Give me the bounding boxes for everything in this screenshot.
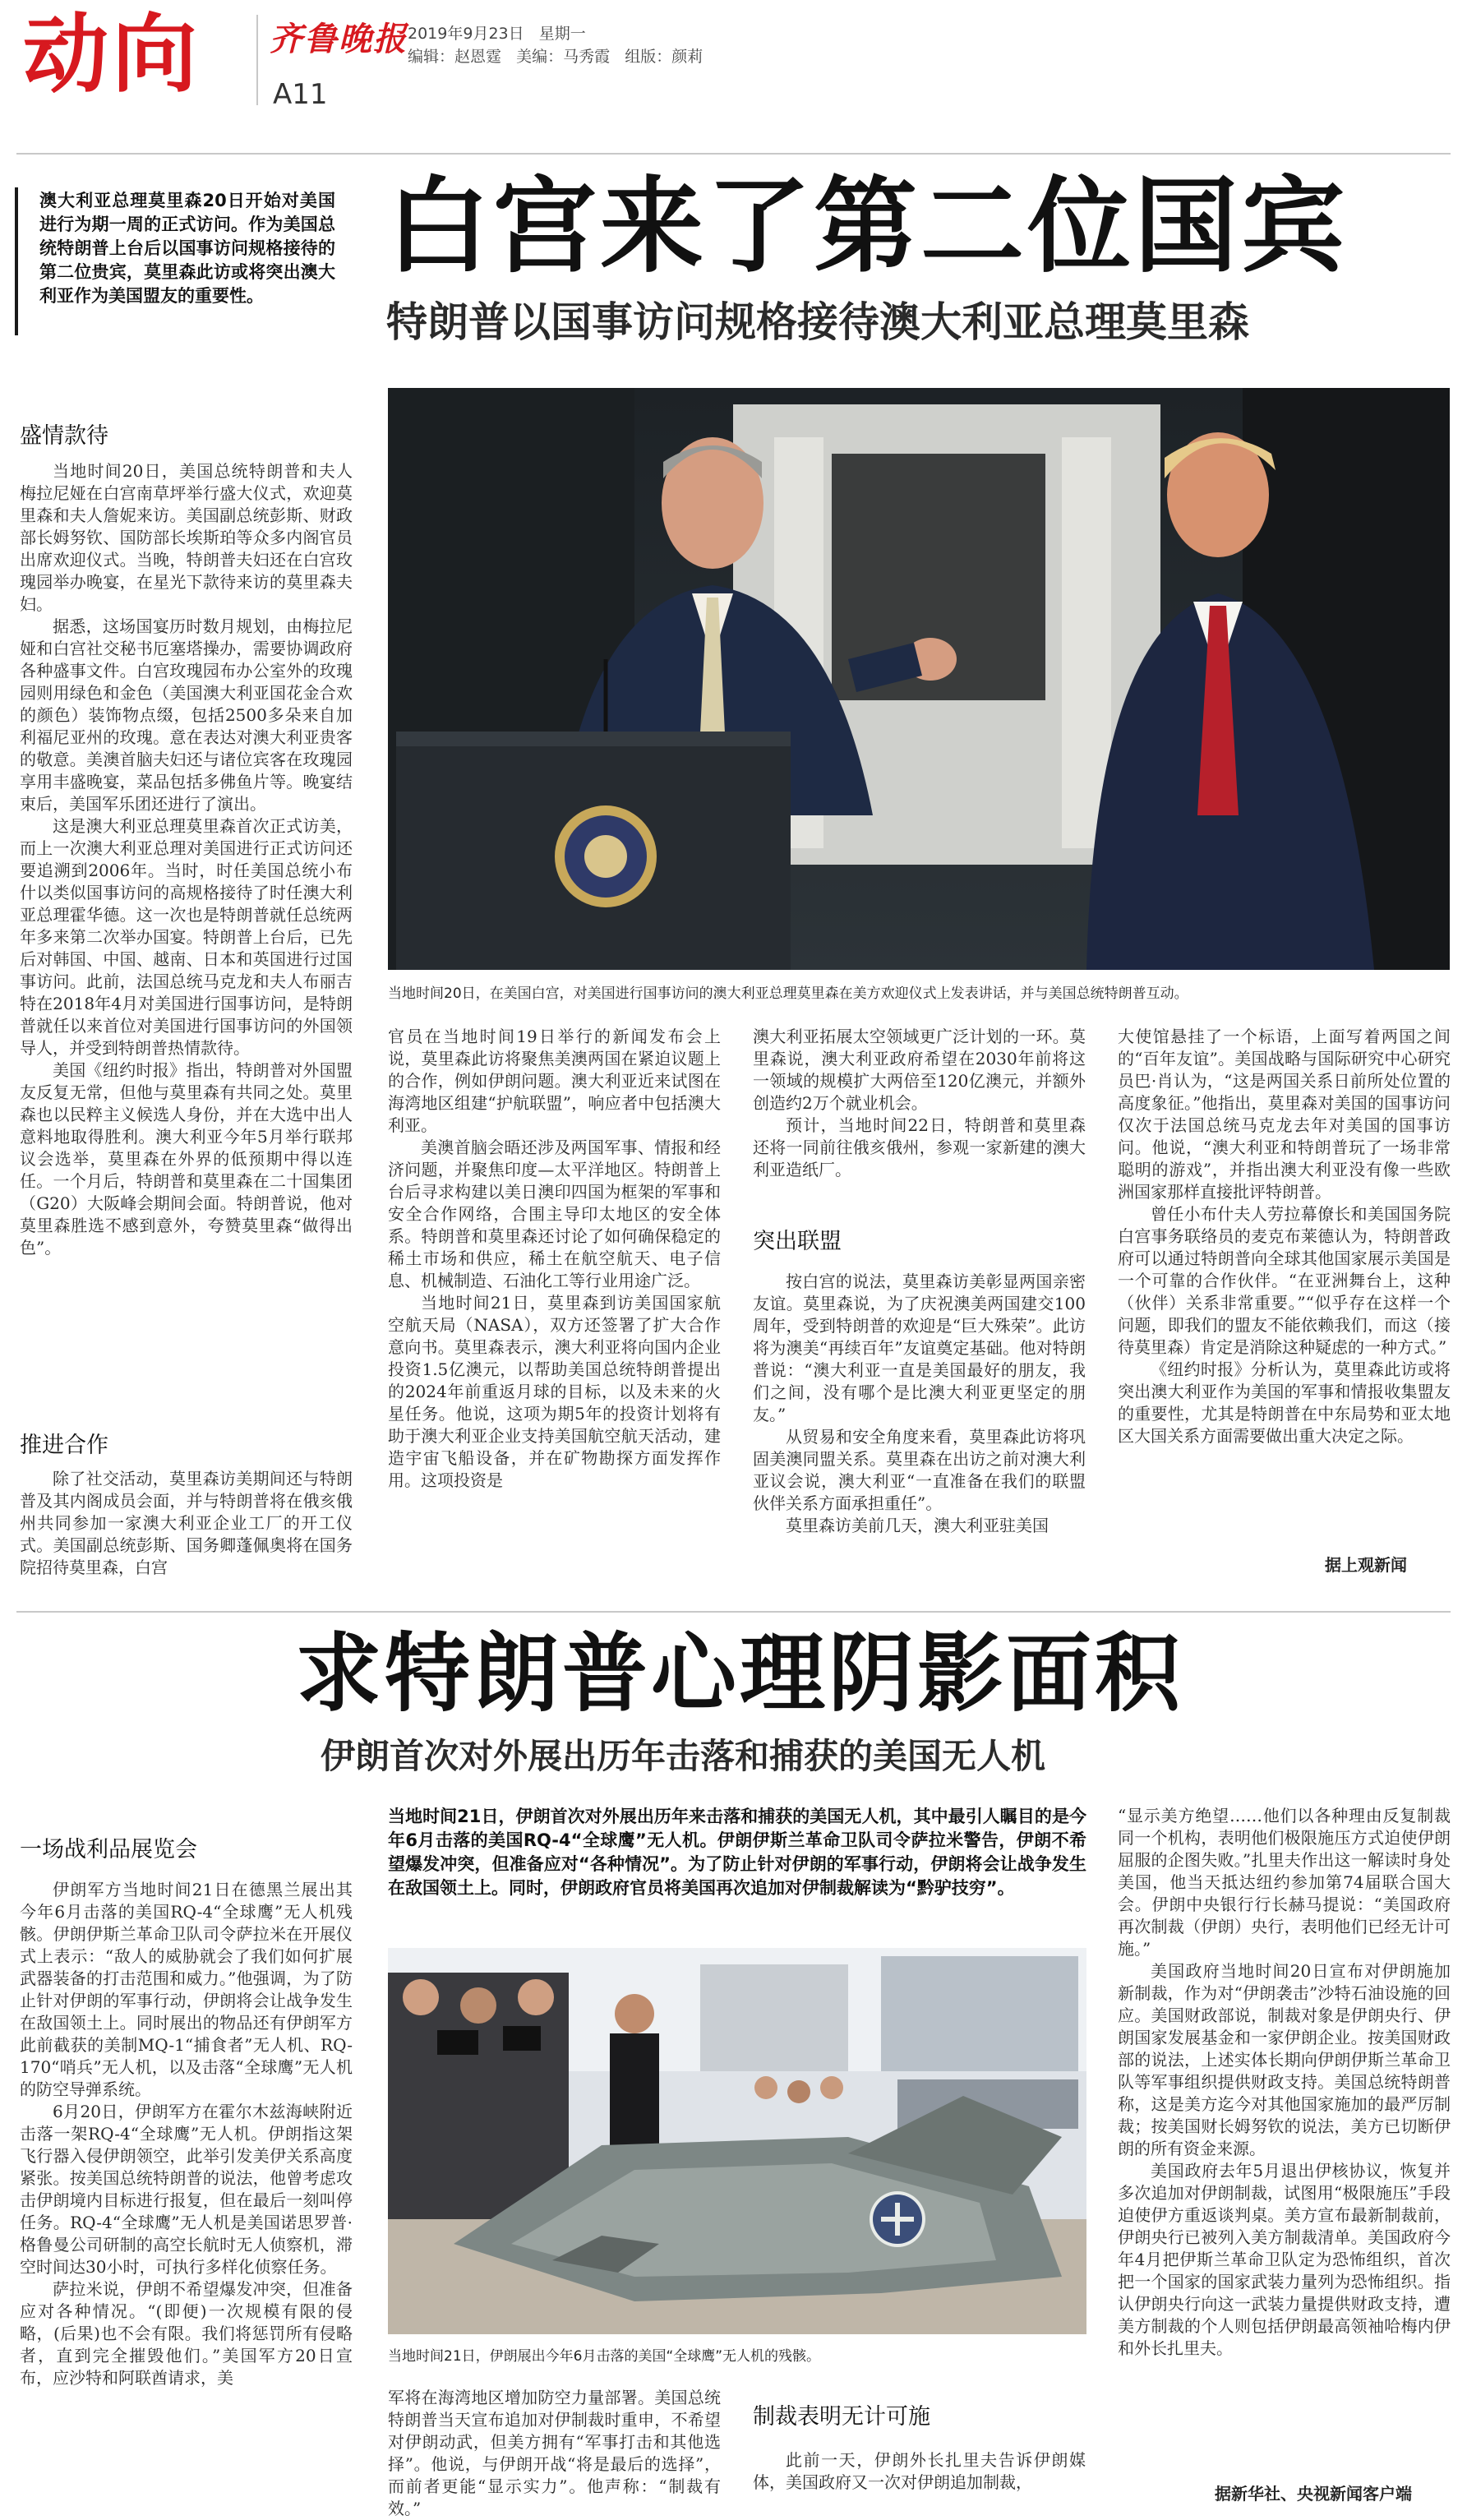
section-title: 动向: [23, 4, 201, 104]
story2-headline: 求特朗普心理阴影面积: [296, 1623, 1184, 1724]
story1-headline: 白宫来了第二位国宾: [386, 166, 1348, 287]
story1-col1-text-b: [20, 1468, 353, 1575]
paragraph: 伊朗军方当地时间21日在德黑兰展出其今年6月击落的美国RQ-4“全球鹰”无人机残骸。伊朗伊斯兰革命卫队司令萨拉米在开展仪式上表示：“敌人的威胁就会了我们如何扩展武器装备的打击范围和威力。”他强调，为了防止针对伊朗的军事行动，伊朗将会让战争发生在敌国领土上。同时展出的物品还有伊朗军方此前截获的美制MQ-1“捕食者”无人机、RQ-170“哨兵”无人机，以及击落“全球鹰”无人机的防空导弹系统。: [20, 1880, 353, 2099]
date: 2019年9月23日: [408, 25, 524, 43]
paragraph: 大使馆悬挂了一个标语，上面写着两国之间的“百年友谊”。美国战略与国际研究中心研究员巴·肖认为，“这是两国关系日前所处位置的高度象征。”他指出，莫里森对美国的国事访问仅次于法国总统马克龙去年对美国的国事访问。他说，“澳大利亚和特朗普玩了一场非常聪明的游戏”，并指出澳大利亚没有像一些欧洲国家那样直接批评特朗普。: [1118, 1027, 1451, 1202]
story2-col3-text: [753, 2449, 1086, 2502]
paragraph: 当地时间20日，美国总统特朗普和夫人梅拉尼娅在白宫南草坪举行盛大仪式，欢迎莫里森和夫人詹妮来访。美国副总统彭斯、财政部长姆努钦、国防部长埃斯珀等众多内阁官员出席欢迎仪式。当晚，特朗普夫妇还在白宫玫瑰园举办晚宴，在星光下款待来访的莫里森夫妇。: [20, 461, 353, 614]
paragraph: 预计，当地时间22日，特朗普和莫里森还将一同前往俄亥俄州，参观一家新建的澳大利亚造纸厂。: [753, 1115, 1086, 1179]
story1-lede: 澳大利亚总理莫里森20日开始对美国进行为期一周的正式访问。作为美国总统特朗普上台后以国事访问规格接待的第二位贵宾，莫里森此访或将突出澳大利亚作为美国盟友的重要性。: [39, 191, 335, 306]
lede-marker: [15, 187, 18, 335]
paragraph: 军将在海湾地区增加防空力量部署。美国总统特朗普当天宣布追加对伊制裁时重申，不希望对伊朗动武，但美方拥有“军事打击和其他选择”。他说，与伊朗开战“将是最后的选择”，而前者更能“显示实力”。他声称：“制裁有效。”: [388, 2388, 721, 2518]
story1-col3-text-a: [753, 1026, 1086, 1190]
proofreader: 组版：颜莉: [625, 48, 704, 66]
top-rule: [16, 153, 1451, 155]
issue-date: [408, 21, 586, 44]
story1-photo: [388, 388, 1450, 970]
paragraph: 这是澳大利亚总理莫里森首次正式访美，而上一次澳大利亚总理对美国进行正式访问还要追溯到2006年。当时，时任美国总统小布什以类似国事访问的高规格接待了时任澳大利亚总理霍华德。这一次也是特朗普就任总统两年多来第二次举办国宴。特朗普上台后，已先后对韩国、中国、越南、日本和英国进行过国事访问。此前，法国总统马克龙和夫人布丽吉特在2018年4月对美国进行国事访问，是特朗普就任以来首位对美国进行国事访问的外国领导人，并受到特朗普热情款待。: [20, 816, 353, 1058]
page-number: A11: [273, 78, 328, 111]
photo-morrison-trump: [388, 388, 1450, 970]
story2-photo: [388, 1948, 1086, 2334]
story1-col1-text-a: [20, 460, 353, 1420]
story1-source: 据上观新闻: [1325, 1555, 1407, 1575]
story2-photo-caption: 当地时间21日，伊朗展出今年6月击落的美国“全球鹰”无人机的残骸。: [388, 2348, 821, 2365]
story1-photo-caption: 当地时间20日，在美国白宫，对美国进行国事访问的澳大利亚总理莫里森在美方欢迎仪式上发表讲话，并与美国总统特朗普互动。: [388, 985, 1188, 1002]
paragraph: 美国政府当地时间20日宣布对伊朗施加新制裁，作为对“伊朗袭击”沙特石油设施的回应。美国财政部说，制裁对象是伊朗央行、伊朗国家发展基金和一家伊朗企业。按美国财政部的说法，上述实体长期向伊朗伊斯兰革命卫队等军事组织提供财政支持。美国总统特朗普称，这是美方迄今对其他国家施加的最严厉制裁；按美国财长姆努钦的说法，美方已切断伊朗的所有资金来源。: [1118, 1961, 1451, 2158]
editor: 编辑：赵恩霆: [408, 48, 502, 66]
staff-credits: [408, 44, 703, 67]
art-editor: 美编：马秀霞: [516, 48, 611, 66]
paragraph: 按白宫的说法，莫里森访美彰显两国亲密友谊。莫里森说，为了庆祝澳美两国建交100周年，受到特朗普的欢迎是“巨大殊荣”。此访将为澳美“再续百年”友谊奠定基础。他对特朗普说：“澳大利亚一直是美国最好的朋友，我们之间，没有哪个是比澳大利亚更坚定的朋友。”: [753, 1272, 1086, 1424]
paragraph: 当地时间21日，莫里森到访美国国家航空航天局（NASA），双方还签署了扩大合作意向书。莫里森表示，澳大利亚将向国内企业投资1.5亿澳元，以帮助美国总统特朗普提出的2024年前重返月球的目标，以及未来的火星任务。他说，这项为期5年的投资计划将有助于澳大利亚企业支持美国航空航天活动，建造宇宙飞船设备，并在矿物勘探方面发挥作用。这项投资是: [388, 1293, 721, 1490]
story2-col4-text: [1118, 1805, 1451, 2471]
masthead-divider: [256, 15, 258, 105]
weekday: 星期一: [538, 25, 586, 43]
story2-source: 据新华社、央视新闻客户端: [1215, 2484, 1412, 2504]
paragraph: 官员在当地时间19日举行的新闻发布会上说，莫里森此访将聚焦美澳两国在紧迫议题上的合作，例如伊朗问题。澳大利亚近来试图在海湾地区组建“护航联盟”，响应者中包括澳大利亚。: [388, 1027, 721, 1135]
story2-section-title-1: 一场战利品展览会: [20, 1837, 197, 1862]
story2-col2-text: [388, 2387, 721, 2518]
paragraph: “显示美方绝望……他们以各种理由反复制裁同一个机构，表明他们极限施压方式迫使伊朗屈服的企图失败。”扎里夫作出这一解读时身处美国，他当天抵达纽约参加第74届联合国大会。伊朗中央银行行长赫马提说：“美国政府再次制裁（伊朗）央行，表明他们已经无计可施。”: [1118, 1806, 1451, 1959]
paragraph: 萨拉米说，伊朗不希望爆发冲突，但准备应对各种情况。“(即便)一次规模有限的侵略，(后果)也不会有限。我们将惩罚所有侵略者，直到完全摧毁他们。”美国军方20日宣布，应沙特和阿联酋请求，美: [20, 2279, 353, 2388]
paragraph: 美国政府去年5月退出伊核协议，恢复并多次追加对伊朗制裁，试图用“极限施压”手段迫使伊方重返谈判桌。美方宣布最新制裁前，伊朗央行已被列入美方制裁清单。美国政府今年4月把伊斯兰革命卫队定为恐怖组织，首次把一个国家的国家武装力量列为恐怖组织。指认伊朗央行向这一武装力量提供财政支持，遭美方制裁的个人则包括伊朗最高领袖哈梅内伊和外长扎里夫。: [1118, 2161, 1451, 2358]
photo-drone-wreckage: [388, 1948, 1086, 2334]
story2-subheadline: 伊朗首次对外展出历年击落和捕获的美国无人机: [321, 1736, 1046, 1776]
story1-col2-text: [388, 1026, 721, 1576]
paragraph: 6月20日，伊朗军方在霍尔木兹海峡附近击落一架RQ-4“全球鹰”无人机。伊朗指这架飞行器入侵伊朗领空，此举引发美伊关系高度紧张。按美国总统特朗普的说法，他曾考虑攻击伊朗境内目标进行报复，但在最后一刻叫停任务。RQ-4“全球鹰”无人机是美国诺思罗普·格鲁曼公司研制的高空长航时无人侦察机，滞空时间达30小时，可执行多样化侦察任务。: [20, 2102, 353, 2277]
paragraph: 《纽约时报》分析认为，莫里森此访或将突出澳大利亚作为美国的军事和情报收集盟友的重要性，尤其是特朗普在中东局势和亚太地区大国关系方面需要做出重大决定之际。: [1118, 1359, 1451, 1446]
paragraph: 曾任小布什夫人劳拉幕僚长和美国国务院白宫事务联络员的麦克布莱德认为，特朗普政府可以通过特朗普向全球其他国家展示美国是一个可靠的合作伙伴。“在亚洲舞台上，这种（伙伴）关系非常重要。”“似乎存在这样一个问题，即我们的盟友不能依赖我们，而这（接待莫里森）肯定是消除这种疑虑的一种方式。”: [1118, 1204, 1451, 1357]
story1-section-title-2: 推进合作: [20, 1433, 108, 1458]
paragraph: 美澳首脑会晤还涉及两国军事、情报和经济问题，并聚焦印度—太平洋地区。特朗普上台后寻求构建以美日澳印四国为框架的军事和安全合作网络，合围主导印太地区的安全体系。特朗普和莫里森还讨论了如何确保稳定的稀土市场和供应，稀土在航空航天、电子信息、机械制造、石油化工等行业用途广泛。: [388, 1138, 721, 1290]
story1-section-title-1: 盛情款待: [20, 423, 108, 449]
paragraph: 莫里森访美前几天，澳大利亚驻美国: [786, 1516, 1049, 1535]
paragraph: 除了社交活动，莫里森访美期间还与特朗普及其内阁成员会面，并与特朗普将在俄亥俄州共同参加一家澳大利亚企业工厂的开工仪式。美国副总统彭斯、国务卿蓬佩奥将在国务院招待莫里森，白宫: [20, 1469, 353, 1577]
story2-section-title-2: 制裁表明无计可施: [753, 2404, 930, 2430]
story2-col1-text: [20, 1879, 353, 2504]
story1-subheadline: 特朗普以国事访问规格接待澳大利亚总理莫里森: [386, 298, 1249, 346]
story-divider: [16, 1611, 1451, 1613]
story1-col4-text: [1118, 1026, 1451, 1552]
story1-col3-text-b: [753, 1271, 1086, 1576]
story1-section-title-3: 突出联盟: [753, 1229, 842, 1254]
paragraph: 据悉，这场国宴历时数月规划，由梅拉尼娅和白宫社交秘书厄塞塔操办，需要协调政府各种盛事文件。白宫玫瑰园布办公室外的玫瑰园则用绿色和金色（美国澳大利亚国花金合欢的颜色）装饰物点缀，包括2500多朵来自加利福尼亚州的玫瑰。意在表达对澳大利亚贵客的敬意。美澳首脑夫妇还与诸位宾客在玫瑰园享用丰盛晚宴，菜品包括多佛鱼片等。晚宴结束后，美国军乐团还进行了演出。: [20, 616, 353, 814]
paragraph: 澳大利亚拓展太空领域更广泛计划的一环。莫里森说，澳大利亚政府希望在2030年前将这一领域的规模扩大两倍至120亿澳元，并额外创造约2万个就业机会。: [753, 1027, 1086, 1113]
paragraph: 美国《纽约时报》指出，特朗普对外国盟友反复无常，但他与莫里森有共同之处。莫里森也以民粹主义候选人身份，并在大选中出人意料地取得胜利。澳大利亚今年5月举行联邦议会选举，莫里森在外界的低预期中得以连任。一个月后，特朗普和莫里森在二十国集团（G20）大阪峰会期间会面。特朗普说，他对莫里森胜选不感到意外，夸赞莫里森“做得出色”。: [20, 1060, 353, 1258]
paragraph: 从贸易和安全角度来看，莫里森此访将巩固美澳同盟关系。莫里森在出访之前对澳大利亚议会说，澳大利亚“一直准备在我们的联盟伙伴关系方面承担重任”。: [753, 1427, 1086, 1513]
paper-name: 齐鲁晚报: [270, 20, 408, 58]
story2-lede: 当地时间21日，伊朗首次对外展出历年来击落和捕获的美国无人机，其中最引人瞩目的是今年6月击落的美国RQ-4“全球鹰”无人机。伊朗伊斯兰革命卫队司令萨拉米警告，伊朗不希望爆发冲突，但准备应对“各种情况”。为了防止针对伊朗的军事行动，伊朗将会让战争发生在敌国领土上。同时，伊朗政府官员将美国再次追加对伊制裁解读为“黔驴技穷”。: [388, 1807, 1086, 1898]
paragraph: 此前一天，伊朗外长扎里夫告诉伊朗媒体，美国政府又一次对伊朗追加制裁，: [753, 2450, 1086, 2492]
